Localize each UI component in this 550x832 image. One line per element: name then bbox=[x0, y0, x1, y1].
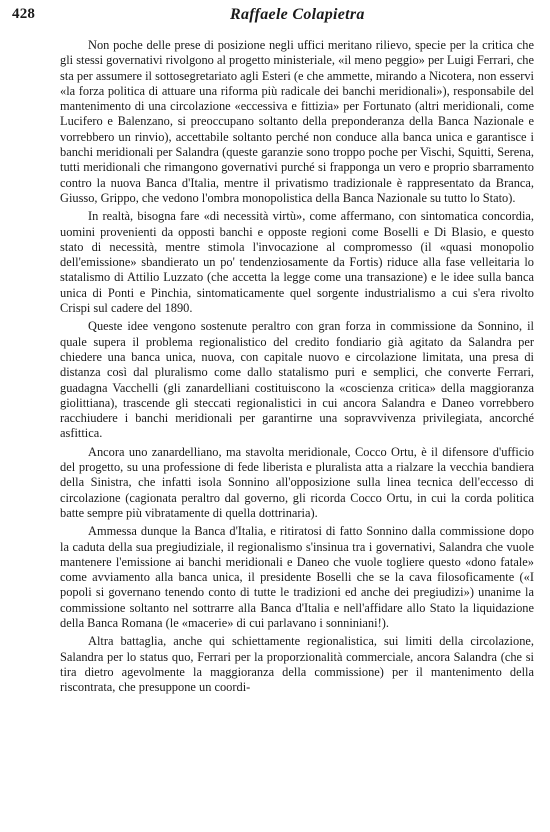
running-head: Raffaele Colapietra bbox=[230, 6, 365, 23]
paragraph: Non poche delle prese di posizione negli uffici meritano rilievo, specie per la critica che gli stessi governativi rivolgono al progetto ministeriale, «il meno peggio» per Luigi Ferrari, che sta per assumere il sottosegretariato agli Esteri (e che ammette, mirando a Nicotera, non esservi «la forza politica di attuare una riforma più radicale dei banchi meridionali»), responsabile del mantenimento di una circolazione «eccessiva e fittizia» per Fortunato (altri meridionali, come Lucifero e Balenzano, si preoccupano soltanto della preponderanza della Banca Nazionale e vorrebbero un rinvio), accettabile soltanto perché non conduce alla banca unica e garantisce i banchi meridionali per Salandra (queste garanzie sono troppo poche per Vischi, Squitti, Serena, tutti meridionali che rimangono governativi purché si frapponga un vero e proprio sbarramento contro la nuova Banca d'Italia, mentre il privatismo tradizionale è rappresentato da Branca, Giusso, Grippo, che vedono l'ombra monopolistica della Banca Nazionale su tutto lo Stato). bbox=[60, 38, 534, 205]
paragraph: Altra battaglia, anche qui schiettamente regionalistica, sui limiti della circolazione, Salandra per lo status quo, Ferrari per la proporzionalità commerciale, ancora Salandra (che si tira dietro agevolmente la maggioranza della commissione) per il mantenimento della riscontrata, che presuppone un coordi- bbox=[60, 634, 534, 695]
page-number: 428 bbox=[12, 6, 36, 22]
body-text bbox=[60, 38, 534, 695]
paragraph: Ammessa dunque la Banca d'Italia, e ritiratosi di fatto Sonnino dalla commissione dopo la caduta della sua pregiudiziale, il regionalismo s'insinua tra i governativi, Salandra che vuole mantenere l'emissione ai banchi meridionali e Daneo che vuole togliere questo «dono fatale» come avviamento alla banca unica, il presidente Boselli che se la cava filosoficamente («I popoli si governano tenendo conto di tutte le tradizioni ed anche dei pregiudizi») unanime la commissione soltanto nel sottrarre alla Banca d'Italia e nell'affidare allo Stato la liquidazione della Banca Romana (le «macerie» di cui parlavano i sonniniani!). bbox=[60, 524, 534, 630]
paragraph: In realtà, bisogna fare «di necessità virtù», come affermano, con sintomatica concordia, uomini provenienti da opposti banchi e opposte regioni come Boselli e Di Blasio, e questo stato di necessità, mentre stimola l'invocazione al compromesso (il «quasi monopolio dell'emissione» sbandierato un po' tendenziosamente da Fortis) riduce alla fase velleitaria lo statalismo di Attilio Luzzato (che accetta la legge come una transazione) e le idee sulla banca unica di Ponti e Pinchia, sintomaticamente quel sorgente industrialismo a cui s'era rivolto Crispi sul cadere del 1890. bbox=[60, 209, 534, 316]
paragraph: Ancora uno zanardelliano, ma stavolta meridionale, Cocco Ortu, è il difensore d'ufficio del progetto, su una professione di fede liberista e pluralista atta a rialzare la vecchia bandiera della Sinistra, che infatti isola Sonnino all'opposizione sulla linea tecnica dell'eccesso di circolazione (cagionata peraltro dal governo, gli ricorda Cocco Ortu, in cui la corda politica batte sempre più vibratamente di quella dottrinaria). bbox=[60, 444, 534, 520]
paragraph: Queste idee vengono sostenute peraltro con gran forza in commissione da Sonnino, il quale supera il problema regionalistico del credito fondiario già agitato da Salandra per chiedere una banca unica, nuova, con capitale nuovo e circolazione limitata, una presa di distanza così dal pluralismo come dallo statalismo puri e semplici, che converte Ferrari, guadagna Vacchelli (gli zanardelliani costituiscono la «coscienza critica» della maggioranza giolittiana), trascende gli steccati regionalistici in cui ancora Salandra e Daneo vorrebbero racchiudere i banchi meridionali per garantirne una sopravvivenza privilegiata, ancorché asfittica. bbox=[60, 319, 534, 441]
page-header bbox=[12, 6, 538, 30]
